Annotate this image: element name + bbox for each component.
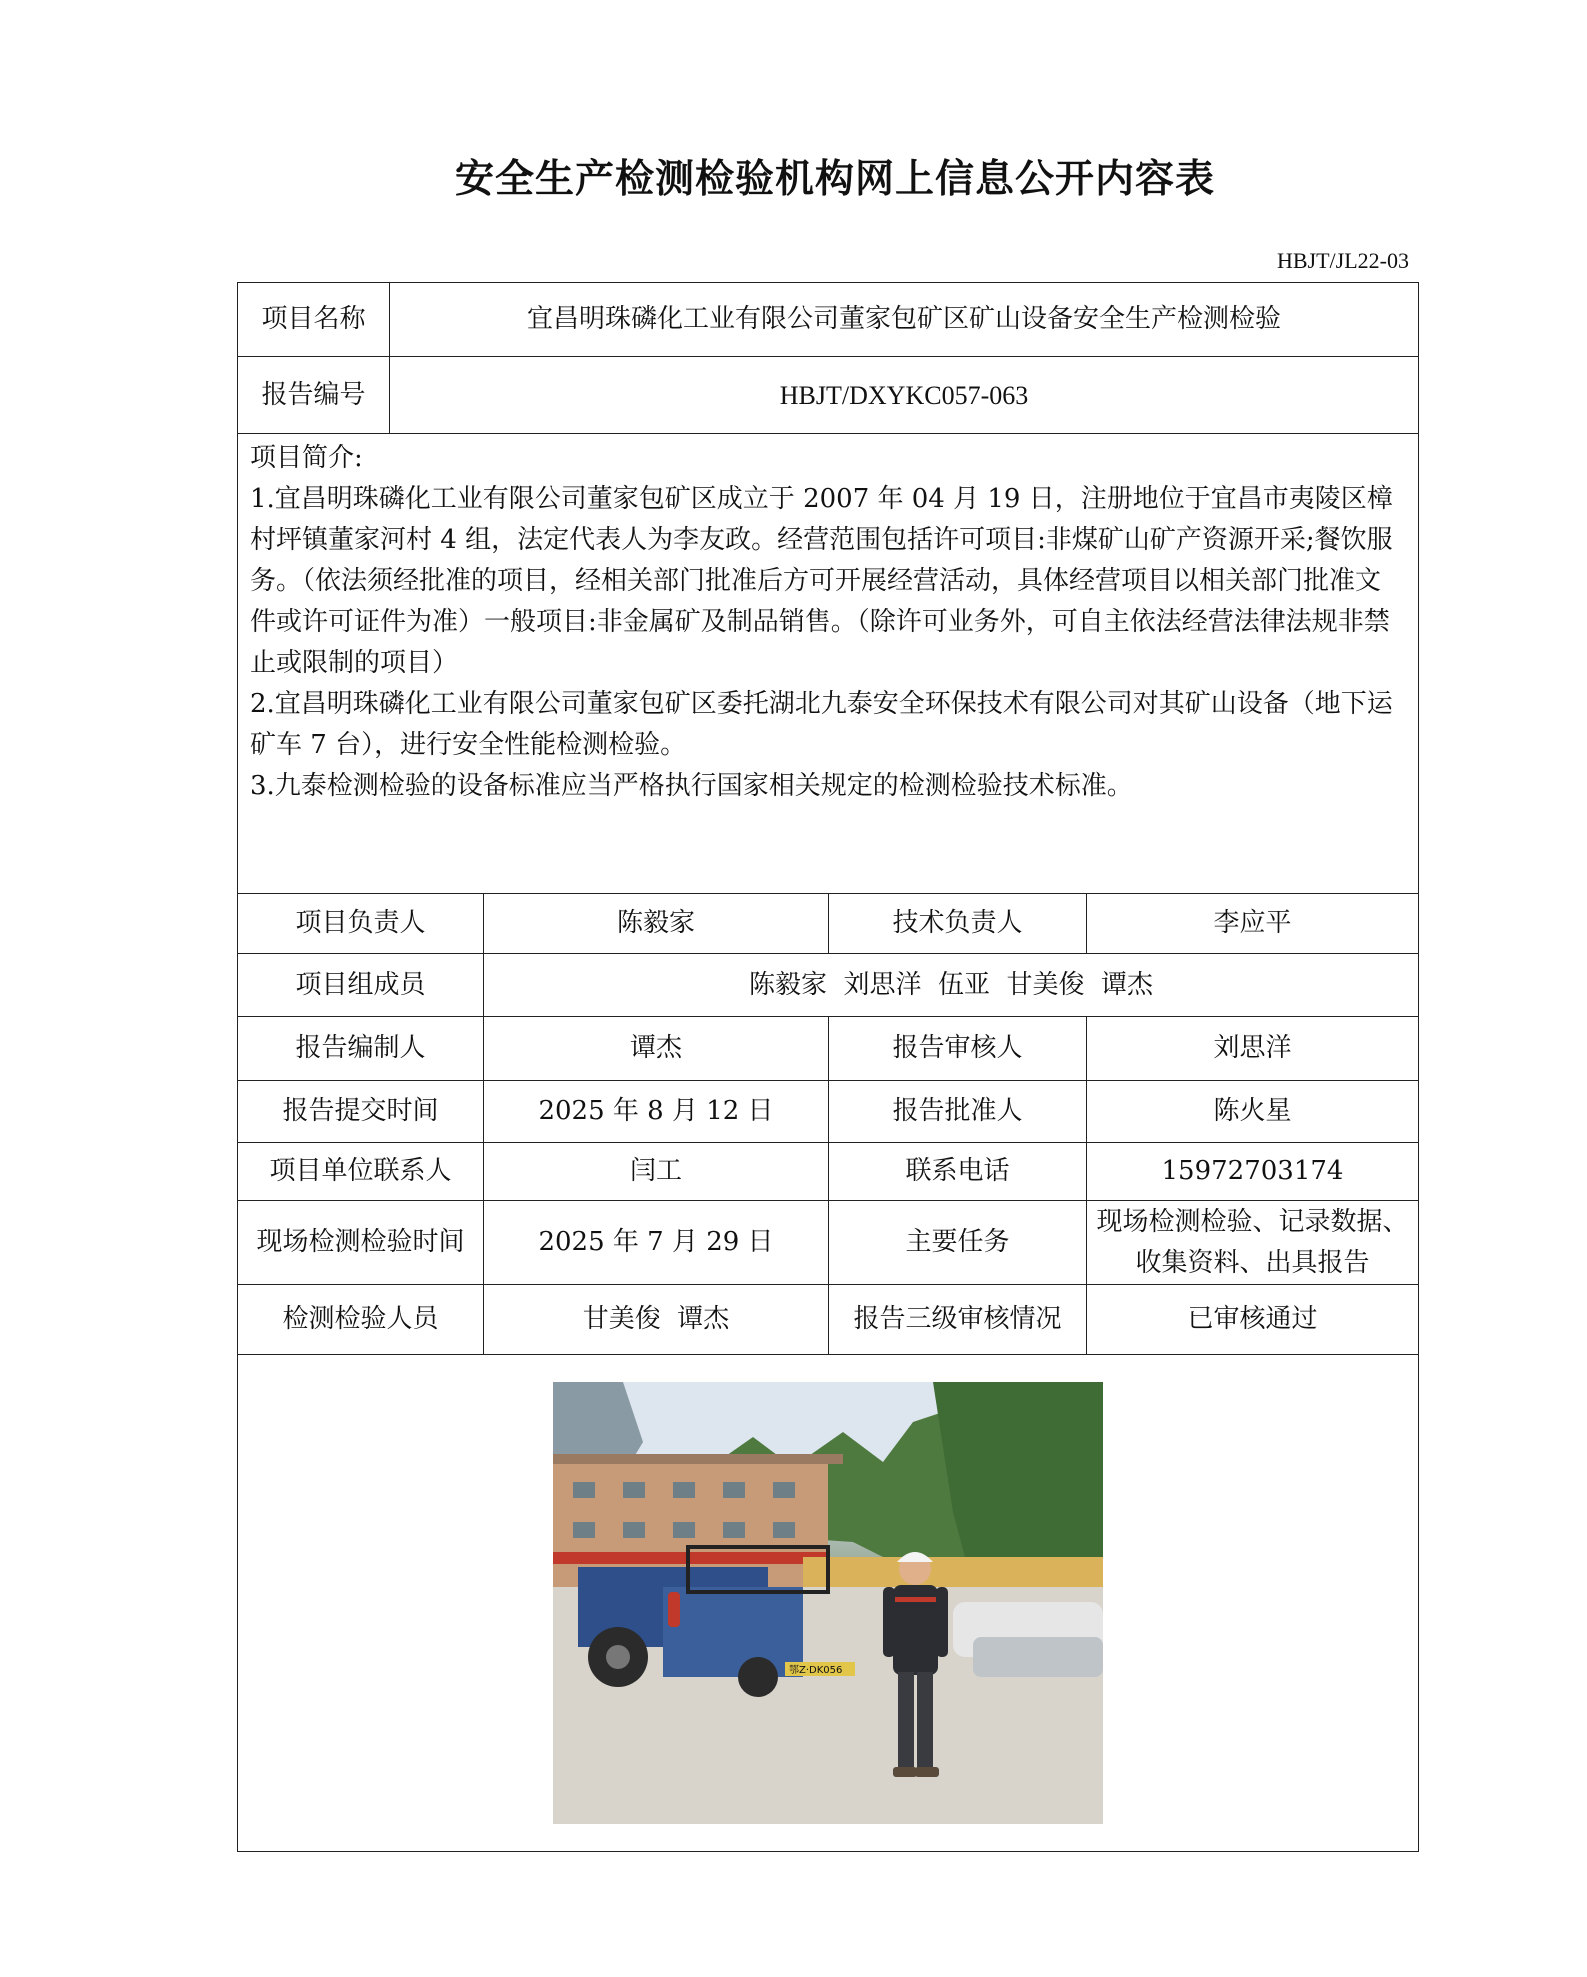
intro-paragraph-1: 1.宜昌明珠磷化工业有限公司董家包矿区成立于 2007 年 04 月 19 日，注册地位于宜昌市夷陵区樟村坪镇董家河村 4 组，法定代表人为李友政。经营范围包括许可项目:非煤矿山矿产资源开采;餐饮服务。（依法须经批准的项目，经相关部门批准后方可开展经营活动，具体经营项目以相关部门批准文件或许可证件为准）一般项目:非金属矿及制品销售。（除许可业务外，可自主依法经营法律法规非禁止或限制的项目）	[250, 484, 1393, 678]
project-leader-value: 陈毅家	[484, 894, 829, 954]
site-photo-illustration	[553, 1382, 1103, 1824]
review-status-label: 报告三级审核情况	[829, 1285, 1087, 1355]
phone-label: 联系电话	[829, 1143, 1087, 1201]
main-task-label: 主要任务	[829, 1201, 1087, 1285]
report-author-value: 谭杰	[484, 1017, 829, 1081]
intro-heading: 项目简介:	[250, 443, 363, 473]
project-name-value: 宜昌明珠磷化工业有限公司董家包矿区矿山设备安全生产检测检验	[390, 283, 1419, 357]
tech-leader-label: 技术负责人	[829, 894, 1087, 954]
report-reviewer-label: 报告审核人	[829, 1017, 1087, 1081]
report-number-value: HBJT/DXYKC057-063	[390, 357, 1419, 434]
site-photo	[553, 1382, 1103, 1824]
contact-value: 闫工	[484, 1143, 829, 1201]
inspectors-label: 检测检验人员	[238, 1285, 484, 1355]
main-task-value: 现场检测检验、记录数据、收集资料、出具报告	[1087, 1201, 1419, 1285]
project-name-label: 项目名称	[238, 283, 390, 357]
project-leader-label: 项目负责人	[238, 894, 484, 954]
phone-value: 15972703174	[1087, 1143, 1419, 1201]
license-plate: 鄂Z·DK056	[789, 1665, 843, 1676]
report-reviewer-value: 刘思洋	[1087, 1017, 1419, 1081]
intro-paragraph-2: 2.宜昌明珠磷化工业有限公司董家包矿区委托湖北九泰安全环保技术有限公司对其矿山设备（地下运矿车 7 台），进行安全性能检测检验。	[250, 689, 1393, 760]
submit-time-label: 报告提交时间	[238, 1081, 484, 1143]
document-code: HBJT/JL22-03	[1277, 248, 1409, 273]
photo-cell	[238, 1355, 1419, 1852]
submit-time-value: 2025 年 8 月 12 日	[484, 1081, 829, 1143]
approver-label: 报告批准人	[829, 1081, 1087, 1143]
site-time-label: 现场检测检验时间	[238, 1201, 484, 1285]
info-table	[237, 282, 1419, 1852]
approver-value: 陈火星	[1087, 1081, 1419, 1143]
members-label: 项目组成员	[238, 954, 484, 1017]
intro-paragraph-3: 3.九泰检测检验的设备标准应当严格执行国家相关规定的检测检验技术标准。	[250, 771, 1133, 801]
tech-leader-value: 李应平	[1087, 894, 1419, 954]
contact-label: 项目单位联系人	[238, 1143, 484, 1201]
report-number-label: 报告编号	[238, 357, 390, 434]
project-intro	[238, 434, 1419, 894]
site-time-value: 2025 年 7 月 29 日	[484, 1201, 829, 1285]
inspectors-value: 甘美俊 谭杰	[484, 1285, 829, 1355]
page-title: 安全生产检测检验机构网上信息公开内容表	[454, 157, 1215, 202]
review-status-value: 已审核通过	[1087, 1285, 1419, 1355]
members-value: 陈毅家 刘思洋 伍亚 甘美俊 谭杰	[484, 954, 1419, 1017]
report-author-label: 报告编制人	[238, 1017, 484, 1081]
